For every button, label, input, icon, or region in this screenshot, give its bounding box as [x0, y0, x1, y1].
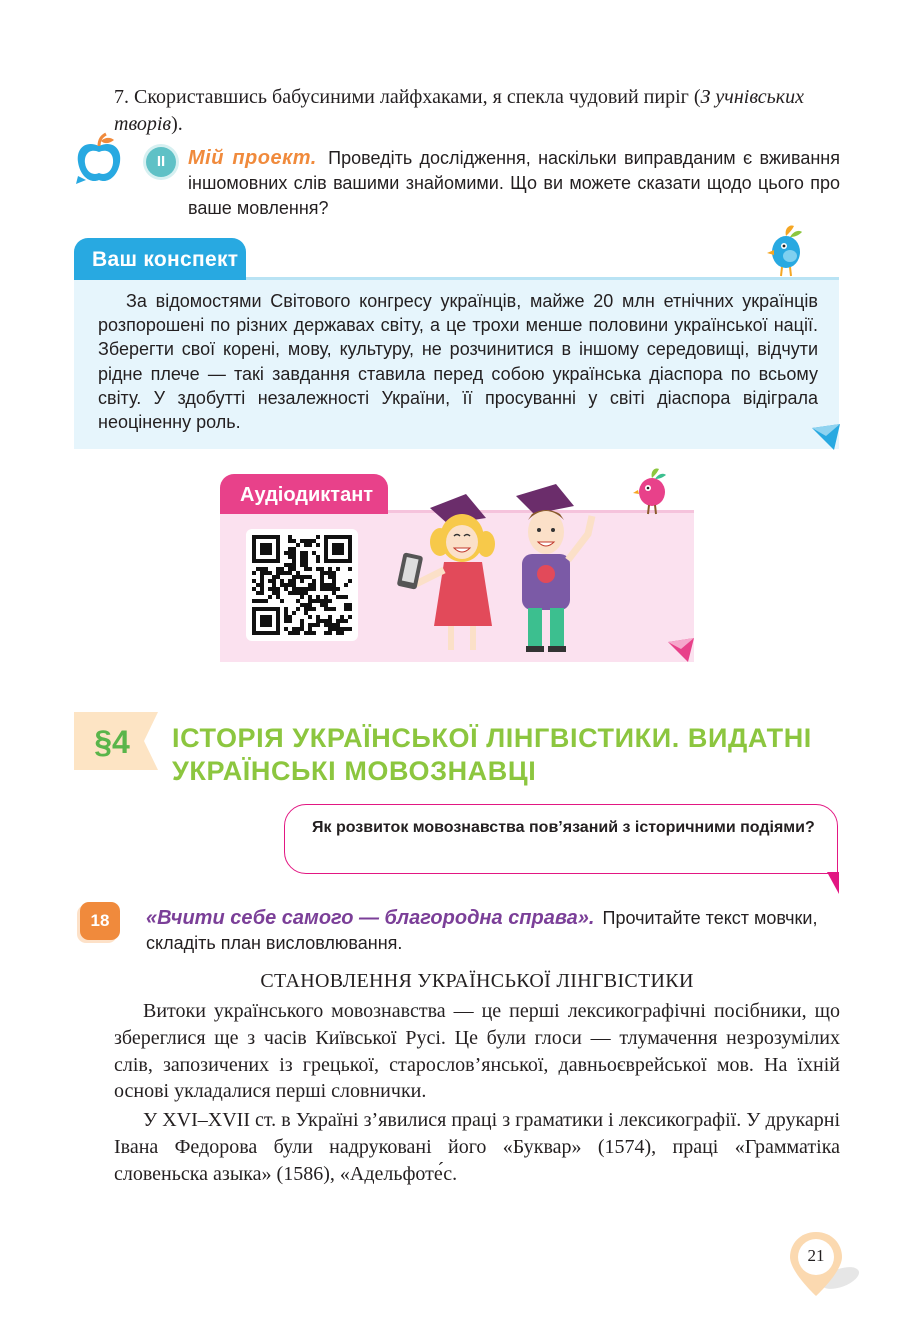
- konspekt-text: За відомостями Світового конгресу українців, майже 20 млн етнічних українців розпорошені по різних державах світу, а це трохи менше половини української нації. Зберегти свої корені, мову, культуру, не розчинитися в іншому середовищі, відчути рідне плече — такі завдання ставила перед собою українська діаспора по всьому світу. У здобутті незалежності України, її просуванні у світі діаспора відіграла неоціненну роль.: [98, 291, 818, 433]
- article-paragraph: Витоки українського мовознавства — це перші лексикографічні посібники, що збереглися ще з часів Київської Русі. Це були глоси — тлумачення незрозумілих слів, запозичених із грецької, старослов’янської, давньоєврейської мов. На їхній основі укладалися перші словнички.: [114, 1000, 840, 1103]
- exercise-quote: «Вчити себе самого — благородна справа».: [146, 907, 595, 929]
- apple-icon: [74, 132, 124, 186]
- bird-pink-icon: [632, 466, 672, 516]
- page-number: 21: [807, 1246, 825, 1265]
- project-badge: II: [146, 147, 176, 177]
- exercise-instruction: Прочитайте текст мовчки, складіть план висловлювання.: [146, 908, 818, 953]
- intro-close: ).: [171, 113, 183, 135]
- article-body: [114, 998, 840, 1190]
- question-bubble: [284, 804, 838, 874]
- page-curl-icon: [668, 638, 694, 662]
- qr-code[interactable]: [252, 535, 352, 635]
- project-title: Мій проект.: [188, 147, 317, 169]
- question-bubble-tail: [827, 872, 839, 894]
- exercise-number-badge: 18: [80, 902, 120, 940]
- project-body: Проведіть дослідження, наскільки виправданим є вживання іншомовних слів вашими знайомими. Що ви можете сказати щодо цього про ваше мовлення?: [188, 148, 840, 218]
- exercise-text: [146, 906, 840, 956]
- konspekt-tab: Ваш конспект: [74, 238, 246, 280]
- article-paragraph: У XVI–XVII ст. в Україні з’явилися праці з граматики і лексикографії. У друкарні Івана Федорова були надруковані його «Буквар» (1574), праці «Грамматіка словеньска азыка» (1586), «Адельфоте́с.: [114, 1109, 840, 1185]
- kids-illustration: [396, 480, 606, 656]
- page-curl-icon: [812, 424, 840, 450]
- intro-text: 7. Скориставшись бабусиними лайфхаками, я спекла чудовий пиріг (: [114, 86, 701, 108]
- question-text: Як розвиток мовознавства пов’язаний з історичними подіями?: [312, 819, 815, 836]
- bird-blue-icon: [764, 222, 808, 278]
- project-paragraph: [188, 146, 840, 221]
- intro-source: З учнівських творів: [114, 86, 804, 135]
- article-title: СТАНОВЛЕННЯ УКРАЇНСЬКОЇ ЛІНГВІСТИКИ: [260, 970, 694, 992]
- audio-tab: Аудіодиктант: [220, 474, 388, 514]
- section-title: ІСТОРІЯ УКРАЇНСЬКОЇ ЛІНГВІСТИКИ. ВИДАТНІ УКРАЇНСЬКІ МОВОЗНАВЦІ: [172, 723, 812, 786]
- section-number: §4: [94, 724, 130, 760]
- intro-paragraph: [114, 84, 840, 138]
